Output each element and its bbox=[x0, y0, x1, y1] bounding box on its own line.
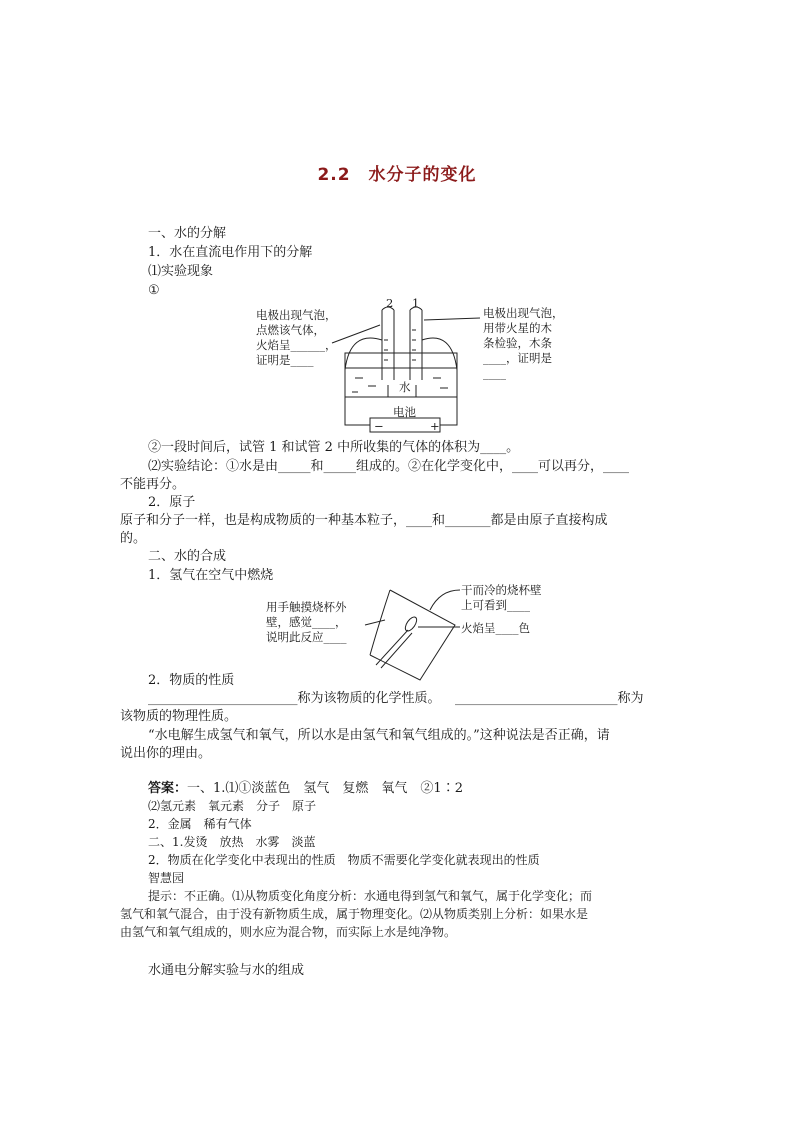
answers-line-4: 二、1.发烫 放热 水雾 淡蓝 bbox=[148, 835, 316, 849]
tube-2-label: 2 bbox=[386, 296, 394, 310]
answers-line-8: 氢气和氧气混合，由于没有新物质生成，属于物理变化。⑵从物质类别上分析：如果水是 bbox=[120, 907, 589, 921]
combustion-right-mid: 火焰呈____色 bbox=[461, 621, 530, 635]
combustion-left-line: 用手触摸烧杯外 bbox=[266, 600, 347, 614]
question-line-2: 说出你的理由。 bbox=[120, 746, 212, 761]
property-line-2: 该物质的物理性质。 bbox=[120, 709, 238, 724]
circle-two-text: ②一段时间后，试管 1 和试管 2 中所收集的气体的体积为____。 bbox=[148, 440, 520, 455]
right-label-line: ____ bbox=[483, 366, 506, 380]
right-label-line: 条检验，木条 bbox=[483, 336, 552, 350]
combustion-right-line: 干而冷的烧杯壁 bbox=[461, 583, 542, 597]
right-label-line: 电极出现气泡， bbox=[483, 306, 564, 320]
answers-line-3: 2．金属 稀有气体 bbox=[148, 817, 252, 831]
right-label-line: ____，证明是 bbox=[483, 351, 552, 365]
footer-heading: 水通电分解实验与水的组成 bbox=[148, 963, 305, 978]
answers-label: 答案： bbox=[148, 781, 188, 796]
battery-plus: + bbox=[430, 419, 440, 433]
answers-line-5: 2．物质在化学变化中表现出的性质 物质不需要化学变化就表现出的性质 bbox=[148, 853, 540, 867]
left-label-line: 电极出现气泡， bbox=[256, 308, 337, 322]
property-line-1a: _______________________称为该物质的化学性质。 bbox=[148, 691, 441, 706]
conclusion-line-2: 不能再分。 bbox=[120, 477, 186, 492]
battery-minus: − bbox=[374, 419, 384, 433]
page-title: 2.2 水分子的变化 bbox=[317, 165, 477, 185]
left-label-line: 证明是____ bbox=[256, 353, 314, 367]
combustion-left-line: 说明此反应____ bbox=[266, 630, 347, 644]
flame bbox=[403, 615, 419, 633]
answers-line-9: 由氢气和氧气组成的，则水应为混合物，而实际上水是纯净物。 bbox=[120, 925, 457, 939]
combustion-right-line: 上可看到____ bbox=[461, 598, 530, 612]
answers-line-2: ⑵氢元素 氧元素 分子 原子 bbox=[148, 799, 317, 813]
circle-one: ① bbox=[148, 283, 160, 298]
section1-item1: ⑴实验现象 bbox=[148, 264, 214, 279]
section1-sub2: 2．原子 bbox=[148, 495, 196, 510]
atom-line-2: 的。 bbox=[120, 531, 147, 546]
answers-line-6: 智慧园 bbox=[148, 871, 185, 885]
answers-line-1 bbox=[148, 780, 463, 797]
section1-sub1: 1．水在直流电作用下的分解 bbox=[148, 245, 313, 260]
section1-heading: 一、水的分解 bbox=[148, 226, 227, 241]
water-label: 水 bbox=[399, 380, 411, 394]
answers-text: 一、1.⑴①淡蓝色 氢气 复燃 氧气 ②1∶2 bbox=[187, 781, 463, 796]
combustion-left-line: 壁，感觉____， bbox=[266, 615, 347, 629]
left-label-line: 点燃该气体， bbox=[256, 323, 325, 337]
property-line-1b: _________________________称为 bbox=[455, 691, 644, 706]
answers-line-7: 提示：不正确。⑴从物质变化角度分析：水通电得到氢气和氧气，属于化学变化；而 bbox=[148, 889, 593, 903]
battery-label: 电池 bbox=[393, 405, 416, 419]
right-label-line: 用带火星的木 bbox=[483, 321, 552, 335]
jet-tube bbox=[376, 630, 412, 668]
tube-1-label: 1 bbox=[412, 296, 420, 310]
section2-sub2: 2．物质的性质 bbox=[148, 673, 235, 688]
left-label-line: 火焰呈______， bbox=[256, 338, 337, 352]
conclusion-line-1: ⑵实验结论：①水是由_____和_____组成的。②在化学变化中，____可以再分，____ bbox=[148, 459, 630, 474]
atom-line-1: 原子和分子一样，也是构成物质的一种基本粒子，____和_______都是由原子直接构成 bbox=[120, 513, 608, 528]
section2-sub1: 1．氢气在空气中燃烧 bbox=[148, 568, 274, 583]
section2-heading: 二、水的合成 bbox=[148, 549, 227, 564]
question-line-1: “水电解生成氢气和氧气，所以水是由氢气和氧气组成的。”这种说法是否正确，请 bbox=[148, 728, 610, 743]
